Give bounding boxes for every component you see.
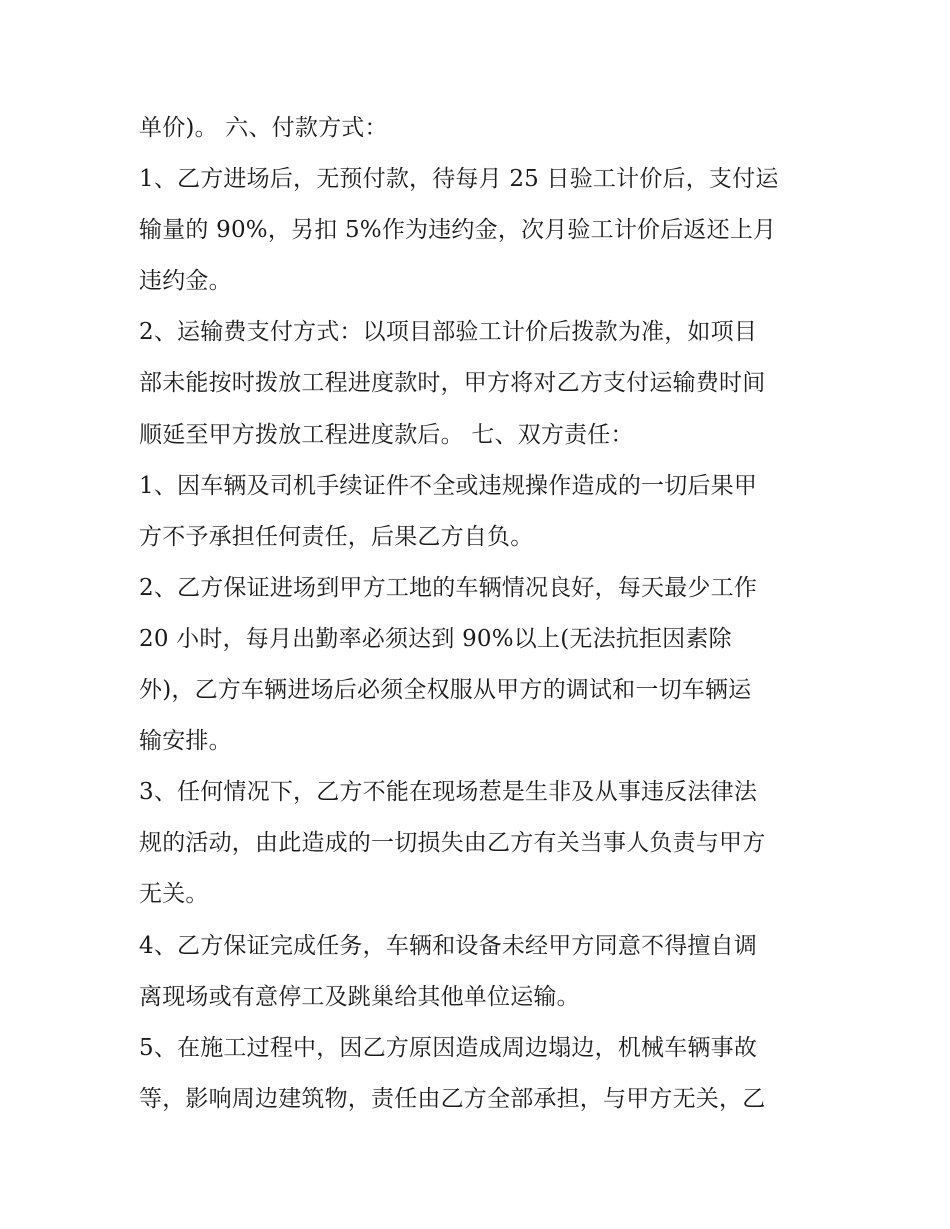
text-line: 输安排。	[139, 728, 232, 755]
text-line: 输量的 90%，另扣 5%作为违约金，次月验工计价后返还上月	[139, 217, 777, 244]
text-line: 规的活动，由此造成的一切损失由乙方有关当事人负责与甲方	[139, 830, 766, 857]
text-line: 2、乙方保证进场到甲方工地的车辆情况良好，每天最少工作	[139, 574, 758, 601]
text-line: 1、乙方进场后，无预付款，待每月 25 日验工计价后，支付运	[139, 166, 779, 193]
text-line: 3、任何情况下，乙方不能在现场惹是生非及从事违反法律法	[139, 779, 758, 806]
text-line: 20 小时，每月出勤率必须达到 90%以上(无法抗拒因素除	[139, 625, 732, 652]
text-line: 5、在施工过程中，因乙方原因造成周边塌边，机械车辆事故	[139, 1034, 758, 1061]
text-line: 违约金。	[139, 268, 232, 295]
text-line: 离现场或有意停工及跳巢给其他单位运输。	[139, 983, 580, 1010]
text-line: 单价)。 六、付款方式：	[139, 115, 388, 141]
text-line: 部未能按时拨放工程进度款时，甲方将对乙方支付运输费时间	[139, 370, 766, 397]
text-line: 2、运输费支付方式：以项目部验工计价后拨款为准，如项目	[139, 319, 758, 346]
text-line: 外)，乙方车辆进场后必须全权服从甲方的调试和一切车辆运	[139, 677, 752, 704]
text-line: 无关。	[139, 881, 209, 908]
contract-text-body	[139, 103, 819, 1125]
text-line: 4、乙方保证完成任务，车辆和设备未经甲方同意不得擅自调	[139, 932, 758, 959]
text-line: 1、因车辆及司机手续证件不全或违规操作造成的一切后果甲	[139, 472, 758, 499]
text-line: 等，影响周边建筑物，责任由乙方全部承担，与甲方无关，乙	[139, 1085, 766, 1112]
text-line: 方不予承担任何责任，后果乙方自负。	[139, 523, 534, 550]
text-line: 顺延至甲方拨放工程进度款后。 七、双方责任：	[139, 421, 634, 448]
